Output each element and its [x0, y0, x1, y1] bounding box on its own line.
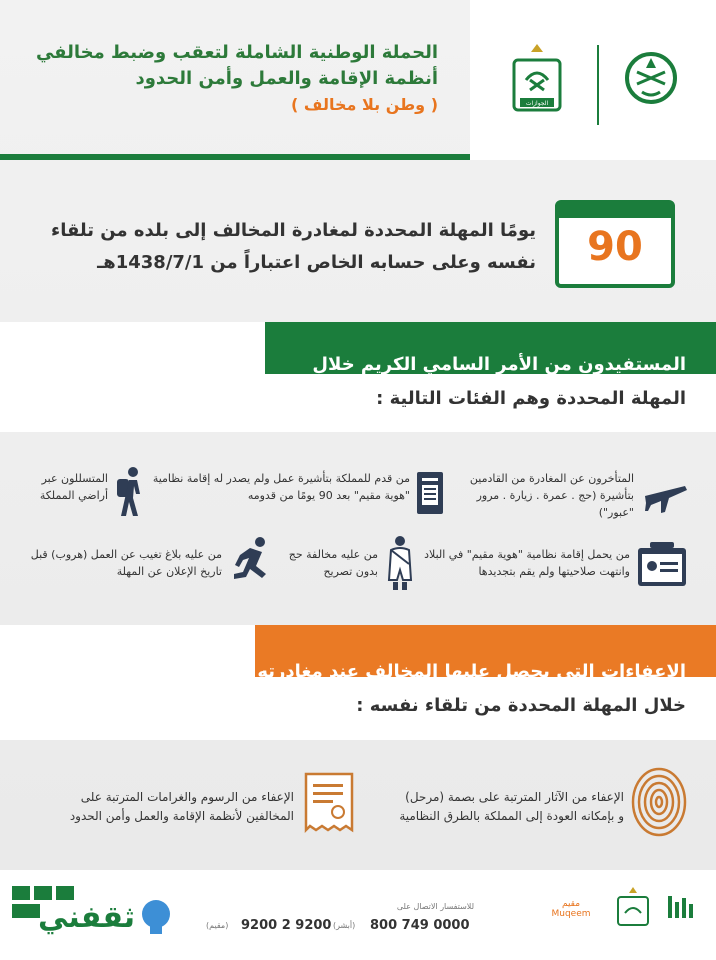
category-work-visa-no-iqama: من قدم للمملكة بتأشيرة عمل ولم يصدر له إقامة نظامية "هوية مقيم" بعد 90 يومًا من قدومه	[152, 472, 410, 502]
exemption-fingerprint	[380, 788, 624, 826]
deadline-line-2: نفسه وعلى حسابه الخاص اعتباراً من 1438/7/1هـ	[97, 252, 536, 273]
title-line-2: أنظمة الإقامة والعمل وأمن الحدود	[135, 68, 438, 89]
pilgrim-icon	[383, 534, 417, 592]
muqeem-brand	[541, 899, 601, 919]
exemptions-line-2: خلال المهلة المحددة من تلقاء نفسه :	[356, 695, 686, 716]
id-card-icon	[636, 540, 688, 588]
campaign-title	[18, 40, 438, 118]
passports-logo-icon	[506, 40, 568, 118]
passports-logo-caption: الجوازات	[525, 100, 549, 107]
fingerprint-icon	[630, 766, 688, 838]
muqeem-tag: (مقيم)	[206, 921, 229, 930]
absher-logo-icon	[666, 892, 696, 922]
calendar-top-bar	[559, 204, 671, 218]
calendar-icon	[555, 200, 675, 288]
airplane-icon	[640, 470, 690, 520]
ministry-interior-logo-icon	[620, 40, 682, 118]
deadline-text	[46, 215, 536, 279]
category-infiltrators: المتسللون عبر أراضي المملكة	[39, 472, 108, 502]
watermark-text: ثقفني	[38, 900, 136, 935]
exemption-fees	[26, 788, 294, 826]
muqeem-brand-en: Muqeem	[551, 909, 591, 919]
category-absconding: من عليه بلاغ تغيب عن العمل (هروب) قبل تاريخ الإعلان عن المهلة	[30, 548, 222, 578]
deadline-line-1: يومًا المهلة المحددة لمغادرة المخالف إلى بلده من تلقاء	[51, 220, 536, 241]
receipt-icon	[300, 770, 358, 834]
exemptions-heading	[46, 655, 686, 723]
category-visa-overstayers: المتأخرون عن المغادرة من القادمين بتأشيرة (حج . عمرة . زيارة . مرور "عبور")	[469, 472, 634, 519]
exemption-fees-line-2: المخالفين لأنظمة الإقامة والعمل وأمن الحدود	[69, 809, 294, 823]
runner-icon	[228, 536, 276, 584]
exemptions-line-1: الإعفاءات التي يحصل عليها المخالف عند مغادرته	[257, 661, 686, 682]
hiker-icon	[113, 466, 149, 518]
exemption-fees-line-1: الإعفاء من الرسوم والغرامات المترتبة على	[80, 790, 294, 804]
header-green-bar	[0, 154, 470, 160]
absher-number: 800 749 0000	[370, 918, 470, 933]
muqeem-brand-ar: مقيم	[561, 899, 581, 909]
category-hajj-violation: من عليه مخالفة حج بدون تصريح	[288, 548, 378, 578]
header	[0, 0, 716, 160]
deadline-days: 90	[587, 224, 643, 270]
title-line-1: الحملة الوطنية الشاملة لتعقب وضبط مخالفي	[35, 42, 438, 63]
beneficiaries-heading	[46, 348, 686, 416]
absher-tag: (أبشر)	[333, 921, 356, 930]
beneficiaries-line-2: المهلة المحددة وهم الفئات التالية :	[376, 388, 686, 409]
document-icon	[415, 470, 445, 516]
category-expired-iqama: من يحمل إقامة نظامية "هوية مقيم" في البلاد وانتهت صلاحيتها ولم يقم بتجديدها	[424, 548, 630, 578]
exemption-fingerprint-line-2: و بإمكانه العودة إلى المملكة بالطرق النظامية	[399, 809, 624, 823]
site-watermark	[8, 880, 178, 950]
contact-label: للاستفسار الاتصال على	[396, 902, 474, 911]
footer-passports-logo-icon	[612, 885, 654, 931]
muqeem-number: 9200 2 9200	[241, 918, 332, 933]
campaign-subtitle: ( وطن بلا مخالف )	[291, 95, 438, 114]
beneficiaries-line-1: المستفيدون من الأمر السامي الكريم خلال	[312, 354, 686, 375]
exemption-fingerprint-line-1: الإعفاء من الآثار المترتبة على بصمة (مرحل)	[405, 790, 624, 804]
logo-divider	[597, 45, 599, 125]
